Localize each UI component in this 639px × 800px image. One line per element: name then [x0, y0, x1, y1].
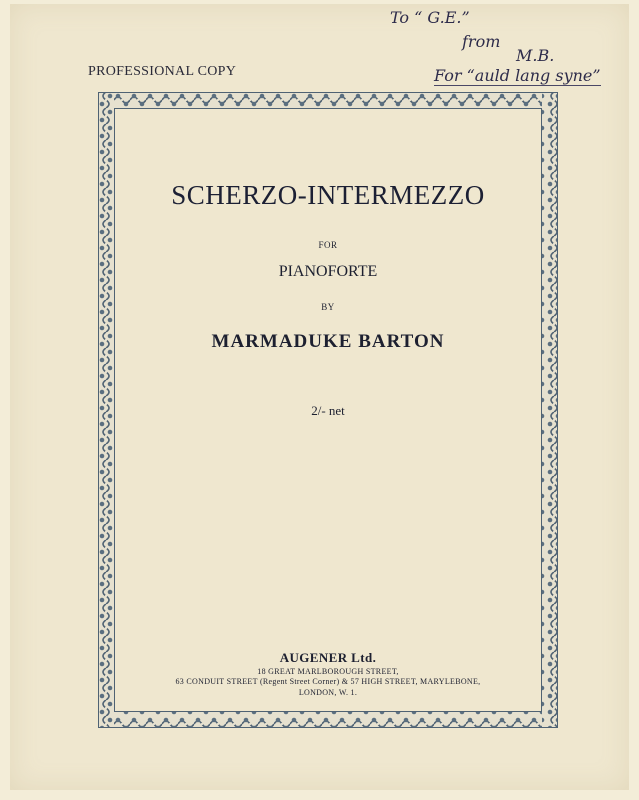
- publisher-address-1: 18 GREAT MARLBOROUGH STREET,: [257, 667, 399, 676]
- inscription-line-4: For “auld lang syne”: [434, 66, 601, 85]
- sheet-music-cover: [10, 4, 629, 790]
- price: 2/- net: [311, 403, 345, 418]
- piece-title: SCHERZO-INTERMEZZO: [171, 180, 485, 210]
- publisher-name: AUGENER Ltd.: [279, 650, 377, 665]
- publisher-address-3: LONDON, W. 1.: [298, 688, 358, 697]
- by-label: BY: [321, 302, 335, 312]
- for-label: FOR: [318, 240, 338, 250]
- instrument: PIANOFORTE: [278, 263, 378, 280]
- inscription-line-2: from: [462, 32, 501, 51]
- inscription-line-3: M.B.: [516, 46, 555, 65]
- composer-name: MARMADUKE BARTON: [211, 331, 445, 352]
- professional-copy-label: PROFESSIONAL COPY: [88, 64, 237, 79]
- inscription-line-1: To “ G.E.”: [390, 8, 470, 27]
- publisher-address-2: 63 CONDUIT STREET (Regent Street Corner) & 57 HIGH STREET, MARYLEBONE,: [175, 677, 481, 686]
